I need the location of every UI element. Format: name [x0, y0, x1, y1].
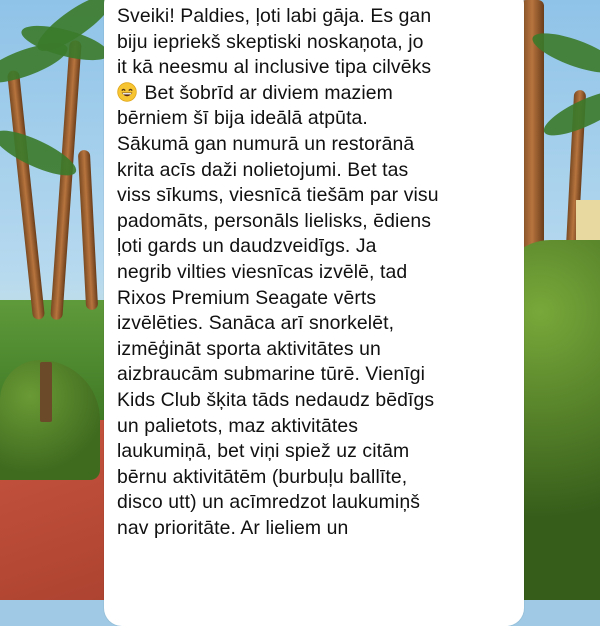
palm-trunk	[50, 40, 82, 320]
message-line: Kids Club šķita tāds nedaudz bēdīgs	[117, 388, 435, 411]
message-line: Sākumā gan numurā un restorānā	[117, 132, 415, 155]
message-line: un palietots, maz aktivitātes	[117, 414, 359, 437]
message-line: krita acīs daži nolietojumi. Bet tas	[117, 158, 409, 181]
left-palm-garden	[0, 0, 110, 600]
message-line: viss sīkums, viesnīcā tiešām par visu	[117, 184, 439, 207]
message-text	[117, 4, 512, 541]
message-line: negrib vilties viesnīcas izvēlē, tad	[117, 260, 408, 283]
message-line: aizbraucām submarine tūrē. Vienīgi	[117, 363, 426, 386]
message-line: bērniem šī bija ideālā atpūta.	[117, 107, 368, 130]
message-line: bērnu aktivitātēm (burbuļu ballīte,	[117, 465, 408, 488]
message-line: it kā neesmu al inclusive tipa cilvēks	[117, 56, 432, 79]
message-line: biju iepriekš skeptiski noskaņota, jo	[117, 30, 424, 53]
palm-frond	[539, 82, 600, 144]
palm-trunk	[7, 70, 45, 320]
grinning-face-emoji-icon	[117, 82, 137, 102]
message-line-with-emoji: Bet šobrīd ar diviem maziem	[117, 81, 512, 107]
message-line: Sveiki! Paldies, ļoti labi gāja. Es gan	[117, 5, 432, 27]
palm-trunk	[78, 150, 98, 310]
message-line: padomāts, personāls lielisks, ēdiens	[117, 209, 432, 232]
garden-lamp	[40, 362, 52, 422]
message-line: izmēģināt sporta aktivitātes un	[117, 337, 381, 360]
building	[576, 200, 600, 240]
message-line: disco utt) un acīmredzot laukumiņš	[117, 491, 421, 514]
message-line: ļoti gards un daudzveidīgs. Ja	[117, 235, 377, 258]
message-line: izvēlēties. Sanāca arī snorkelēt,	[117, 312, 395, 335]
message-line: laukumiņā, bet viņi spiež uz citām	[117, 440, 410, 463]
message-line: nav prioritāte. Ar lieliem un	[117, 516, 349, 539]
message-line: Rixos Premium Seagate vērts	[117, 286, 377, 309]
